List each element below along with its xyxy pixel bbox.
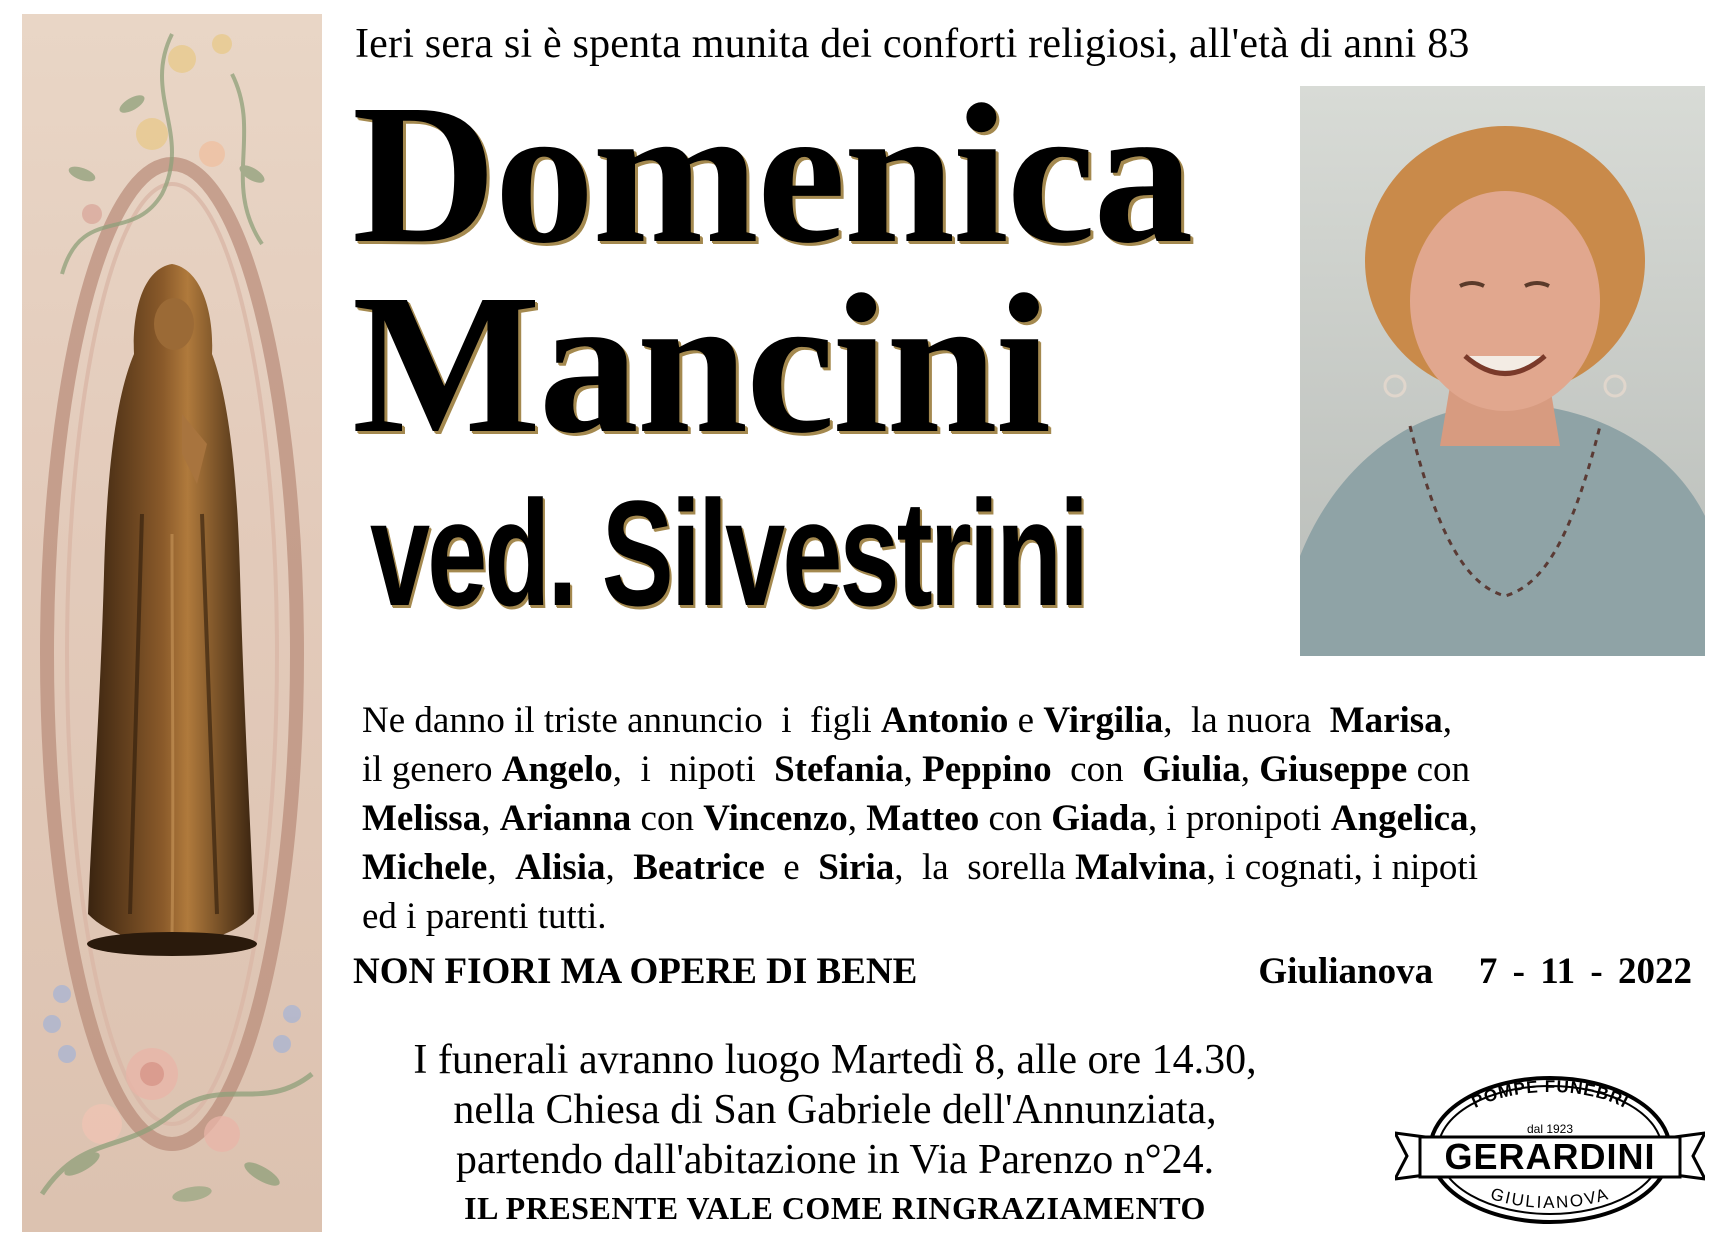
announcement-text: e xyxy=(1008,700,1044,741)
relative-name: Angelo xyxy=(501,749,613,790)
relative-name: Malvina xyxy=(1075,847,1207,888)
announcement-line xyxy=(362,745,1702,794)
relative-name: Giulia xyxy=(1142,749,1241,790)
announcement-text: con xyxy=(1051,749,1143,790)
portrait-photo xyxy=(1300,86,1705,656)
relative-name: Angelica xyxy=(1330,798,1469,839)
no-flowers-notice: NON FIORI MA OPERE DI BENE xyxy=(353,951,918,992)
logo-since: dal 1923 xyxy=(1526,1122,1574,1136)
announcement-line xyxy=(362,843,1702,892)
announcement-text: , xyxy=(1240,749,1260,790)
announcement-text: e xyxy=(764,847,819,888)
announcement-text: il genero xyxy=(362,749,502,790)
announcement-text: Ne danno il triste annuncio i figli xyxy=(362,700,881,741)
widow-name: ved. Silvestrini xyxy=(370,469,1087,637)
announcement-text: ed i parenti tutti. xyxy=(362,896,607,937)
last-name: Mancini xyxy=(352,254,1050,475)
announcement-text: con xyxy=(979,798,1052,839)
announcement-text: , xyxy=(481,798,500,839)
virgin-mary-statue-icon xyxy=(87,264,257,956)
relative-name: Siria xyxy=(818,847,895,888)
announcement-text: , i nipoti xyxy=(612,749,775,790)
deceased-name xyxy=(352,64,1292,638)
announcement-text: , xyxy=(1442,700,1452,741)
announcement xyxy=(362,696,1702,941)
funeral-line-2: nella Chiesa di San Gabriele dell'Annunziata, xyxy=(453,1087,1217,1133)
relative-name: Virgilia xyxy=(1043,700,1164,741)
relative-name: Antonio xyxy=(880,700,1009,741)
first-name: Domenica xyxy=(352,64,1192,285)
announcement-text: con xyxy=(631,798,704,839)
thanks-notice: IL PRESENTE VALE COME RINGRAZIAMENTO xyxy=(464,1190,1206,1226)
relative-name: Matteo xyxy=(866,798,980,839)
announcement-line xyxy=(362,696,1702,745)
announcement-text: , xyxy=(903,749,923,790)
relative-name: Vincenzo xyxy=(703,798,848,839)
relative-name: Peppino xyxy=(922,749,1052,790)
relative-name: Giuseppe xyxy=(1259,749,1408,790)
funeral-details xyxy=(340,1035,1330,1185)
funeral-home-logo xyxy=(1395,1065,1705,1225)
relative-name: Arianna xyxy=(499,798,632,839)
announcement-text: , xyxy=(1468,798,1478,839)
relative-name: Michele xyxy=(362,847,488,888)
floral-frame xyxy=(22,14,322,1232)
relative-name: Giada xyxy=(1051,798,1148,839)
announcement-text: , xyxy=(487,847,516,888)
place: Giulianova xyxy=(1258,951,1434,992)
announcement-text: con xyxy=(1407,749,1471,790)
relative-name: Beatrice xyxy=(633,847,765,888)
announcement-line xyxy=(362,794,1702,843)
date: 7 - 11 - 2022 xyxy=(1478,951,1692,992)
relative-name: Stefania xyxy=(774,749,904,790)
place-date xyxy=(1258,950,1692,993)
relative-name: Melissa xyxy=(362,798,482,839)
intro-text: Ieri sera si è spenta munita dei conforti religiosi, all'età di anni 83 xyxy=(355,21,1470,67)
logo-brand: GERARDINI xyxy=(1444,1136,1656,1177)
logo-top-text: POMPE FUNEBRI xyxy=(1468,1076,1632,1112)
announcement-text: , xyxy=(605,847,634,888)
announcement-text: , la sorella xyxy=(894,847,1076,888)
decorative-side-panel xyxy=(22,14,322,1232)
announcement-text: , la nuora xyxy=(1163,700,1330,741)
announcement-text: , i cognati, i nipoti xyxy=(1206,847,1478,888)
relative-name: Marisa xyxy=(1329,700,1443,741)
announcement-text: , xyxy=(847,798,867,839)
relative-name: Alisia xyxy=(515,847,606,888)
funeral-line-3: partendo dall'abitazione in Via Parenzo n°24. xyxy=(455,1137,1215,1183)
announcement-text: , i pronipoti xyxy=(1147,798,1331,839)
logo-city: GIULIANOVA xyxy=(1488,1184,1612,1213)
funeral-line-1: I funerali avranno luogo Martedì 8, alle ore 14.30, xyxy=(413,1037,1257,1083)
announcement-line xyxy=(362,892,1702,941)
